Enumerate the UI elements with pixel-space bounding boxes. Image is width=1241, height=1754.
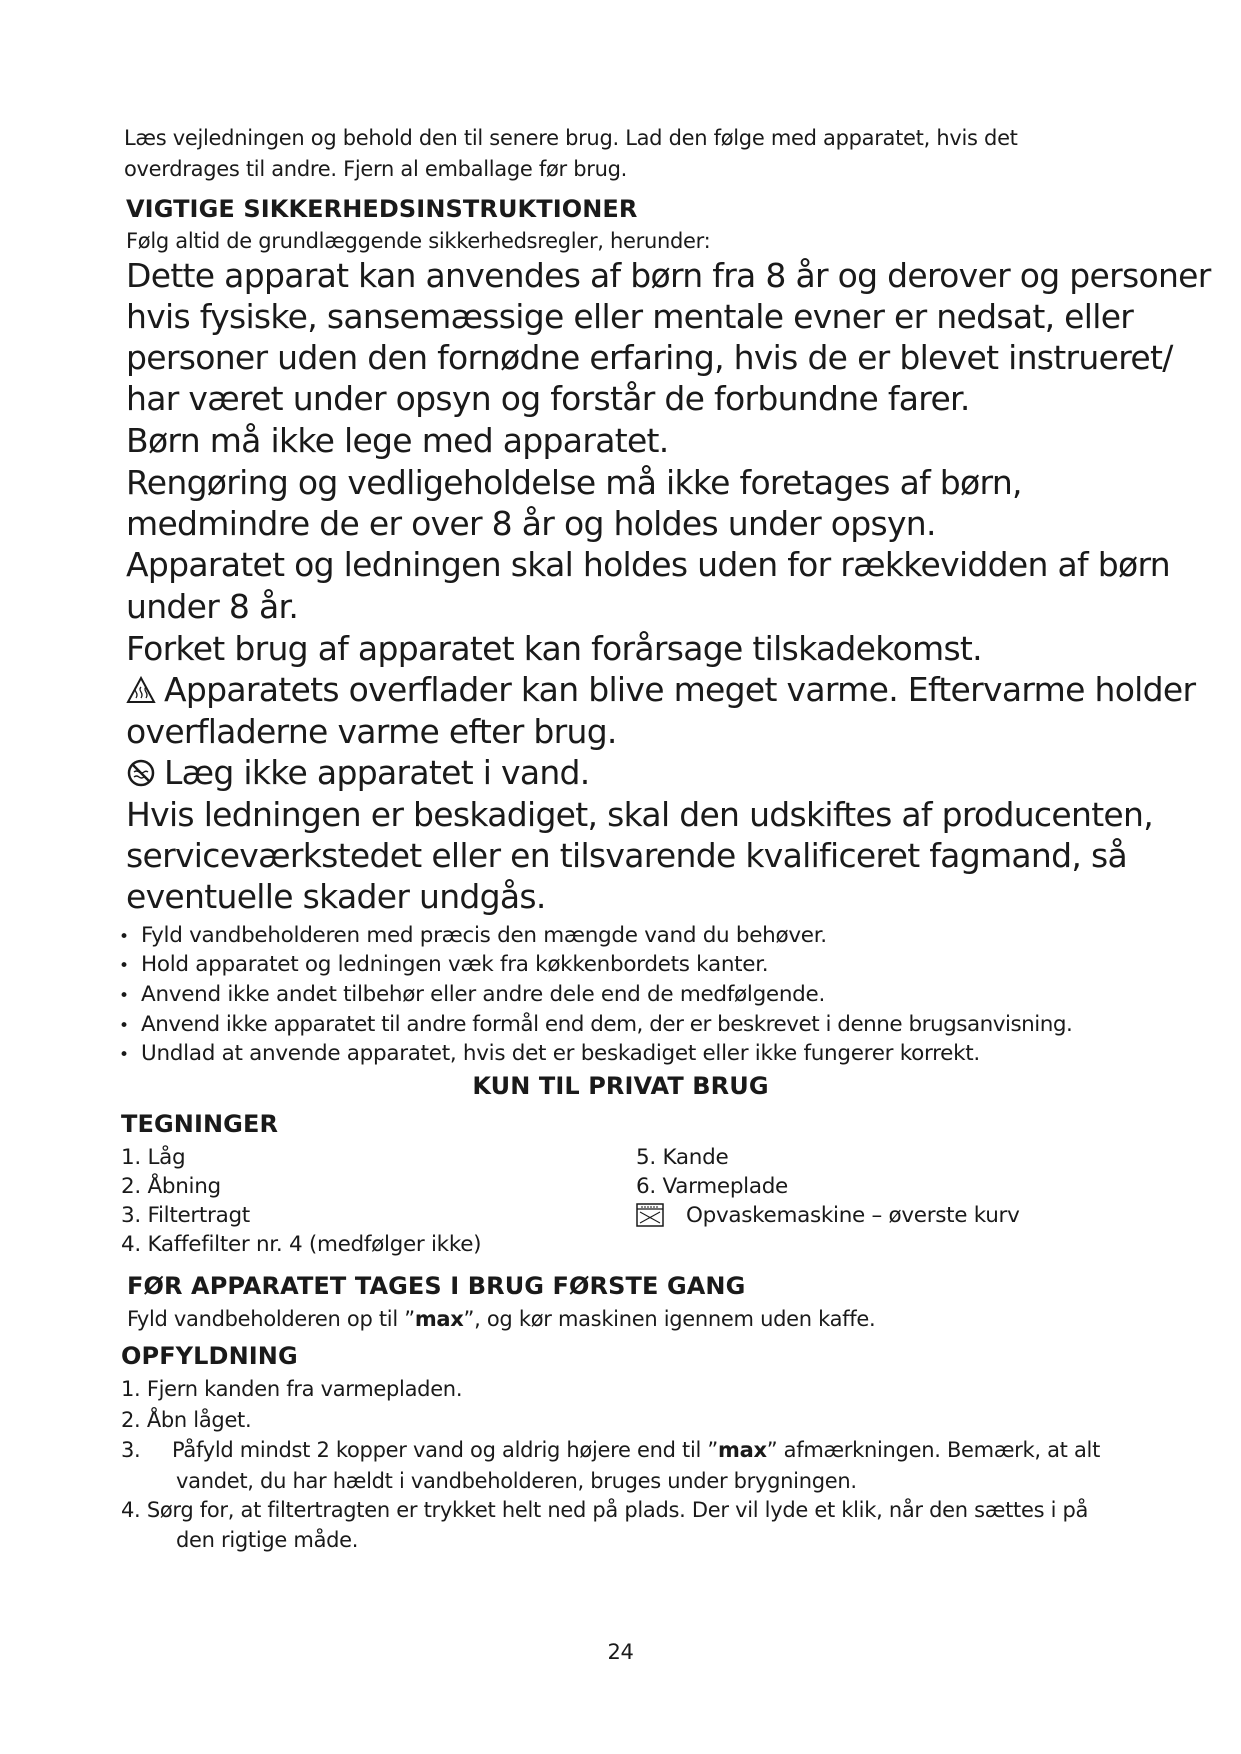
safety-line: overfladerne varme efter brug. <box>126 712 617 751</box>
bullet-text: Hold apparatet og ledningen væk fra køkkenbordets kanter. <box>141 952 769 977</box>
safety-line: eventuelle skader undgås. <box>126 877 546 916</box>
drawing-label: Filtertragt <box>147 1203 250 1228</box>
step-text-post: ” afmærkningen. Bemærk, at alt <box>766 1438 1101 1462</box>
bullet-item: • Fyld vandbeholderen med præcis den mængde vand du behøver. <box>119 923 827 948</box>
hot-surface-line <box>126 670 1195 709</box>
filling-step-continued: vandet, du har hældt i vandbeholderen, bruges under brygningen. <box>176 1469 857 1493</box>
drawing-number: 5. <box>636 1145 656 1170</box>
step-text: Åbn låget. <box>146 1408 252 1432</box>
drawing-number: 4. <box>121 1232 141 1257</box>
first-use-post: ”, og kør maskinen igennem uden kaffe. <box>463 1307 876 1331</box>
dishwasher-icon <box>636 1203 664 1227</box>
bullet-text: Fyld vandbeholderen med præcis den mængde vand du behøver. <box>141 923 827 948</box>
safety-line: har været under opsyn og forstår de forbundne farer. <box>126 379 970 418</box>
bullet-text: Anvend ikke apparatet til andre formål end dem, der er beskrevet i denne brugsanvisning. <box>141 1012 1073 1037</box>
filling-heading: OPFYLDNING <box>121 1342 298 1370</box>
filling-step <box>121 1498 1088 1522</box>
filling-step <box>121 1377 462 1401</box>
first-use-heading: FØR APPARATET TAGES I BRUG FØRSTE GANG <box>127 1272 746 1300</box>
safety-line: Hvis ledningen er beskadiget, skal den udskiftes af producenten, <box>126 795 1154 834</box>
no-water-text: Læg ikke apparatet i vand. <box>164 753 590 792</box>
bullet-text: Undlad at anvende apparatet, hvis det er beskadiget eller ikke fungerer korrekt. <box>141 1041 980 1066</box>
step-number: 4. <box>121 1498 141 1522</box>
step-number: 2. <box>121 1408 141 1432</box>
intro-line-1: Læs vejledningen og behold den til senere brug. Lad den følge med apparatet, hvis det <box>124 126 1018 150</box>
drawing-number: 2. <box>121 1174 141 1199</box>
dishwasher-label: Opvaskemaskine – øverste kurv <box>686 1203 1020 1228</box>
drawing-number: 6. <box>636 1174 656 1199</box>
safety-line: personer uden den fornødne erfaring, hvis de er blevet instrueret/ <box>126 338 1173 377</box>
hot-surface-text: Apparatets overflader kan blive meget varme. Eftervarme holder <box>164 670 1196 709</box>
safety-line: serviceværkstedet eller en tilsvarende kvalificeret fagmand, så <box>126 836 1127 875</box>
drawing-number: 1. <box>121 1145 141 1170</box>
filling-step <box>121 1408 251 1432</box>
bullet-item: • Anvend ikke andet tilbehør eller andre dele end de medfølgende. <box>119 982 825 1007</box>
private-use-notice: KUN TIL PRIVAT BRUG <box>472 1072 769 1100</box>
drawing-item <box>121 1232 481 1257</box>
page-number: 24 <box>607 1640 634 1664</box>
step-number: 1. <box>121 1377 141 1401</box>
filling-step-continued: den rigtige måde. <box>176 1528 359 1552</box>
step-text: Sørg for, at filtertragten er trykket helt ned på plads. Der vil lyde et klik, når den sættes i på <box>146 1498 1089 1522</box>
safety-subtitle: Følg altid de grundlæggende sikkerhedsregler, herunder: <box>126 229 711 253</box>
step-text-pre: Påfyld mindst 2 kopper vand og aldrig højere end til ” <box>172 1438 718 1462</box>
safety-line: Forket brug af apparatet kan forårsage tilskadekomst. <box>126 629 982 668</box>
intro-line-2: overdrages til andre. Fjern al emballage før brug. <box>124 157 628 181</box>
drawing-item <box>121 1174 221 1199</box>
bullet-item: • Anvend ikke apparatet til andre formål end dem, der er beskrevet i denne brugsanvisning. <box>119 1012 1073 1037</box>
safety-line: Børn må ikke lege med apparatet. <box>126 421 669 460</box>
drawing-number: 3. <box>121 1203 141 1228</box>
safety-line: under 8 år. <box>126 587 299 626</box>
filling-step-number: 3. <box>121 1438 141 1462</box>
first-use-text <box>127 1307 875 1331</box>
drawing-item <box>636 1145 728 1170</box>
drawing-item <box>121 1203 250 1228</box>
first-use-max: max <box>414 1307 464 1331</box>
step-text-max: max <box>718 1438 767 1462</box>
drawing-label: Låg <box>147 1145 186 1170</box>
drawing-item <box>121 1145 185 1170</box>
bullet-item: • Undlad at anvende apparatet, hvis det er beskadiget eller ikke fungerer korrekt. <box>119 1041 980 1066</box>
step-text: Fjern kanden fra varmepladen. <box>146 1377 463 1401</box>
bullet-item: • Hold apparatet og ledningen væk fra køkkenbordets kanter. <box>119 952 769 977</box>
safety-line: hvis fysiske, sansemæssige eller mentale evner er nedsat, eller <box>126 297 1134 336</box>
safety-line: medmindre de er over 8 år og holdes under opsyn. <box>126 504 936 543</box>
safety-line: Dette apparat kan anvendes af børn fra 8 år og derover og personer <box>126 256 1211 295</box>
dishwasher-item <box>636 1203 1020 1228</box>
filling-step <box>172 1438 1100 1462</box>
drawings-heading: TEGNINGER <box>121 1110 279 1138</box>
hot-surface-warning-icon <box>126 676 156 704</box>
safety-line: Apparatet og ledningen skal holdes uden for rækkevidden af børn <box>126 545 1170 584</box>
drawing-label: Kaffefilter nr. 4 (medfølger ikke) <box>147 1232 482 1257</box>
no-water-immersion-icon <box>126 758 156 788</box>
safety-heading: VIGTIGE SIKKERHEDSINSTRUKTIONER <box>126 195 638 223</box>
drawing-item <box>636 1174 788 1199</box>
safety-line: Rengøring og vedligeholdelse må ikke foretages af børn, <box>126 463 1022 502</box>
drawing-label: Kande <box>662 1145 729 1170</box>
first-use-pre: Fyld vandbeholderen op til ” <box>127 1307 415 1331</box>
bullet-text: Anvend ikke andet tilbehør eller andre dele end de medfølgende. <box>141 982 825 1007</box>
drawing-label: Åbning <box>147 1174 221 1199</box>
drawing-label: Varmeplade <box>662 1174 788 1199</box>
no-water-line <box>126 753 590 792</box>
